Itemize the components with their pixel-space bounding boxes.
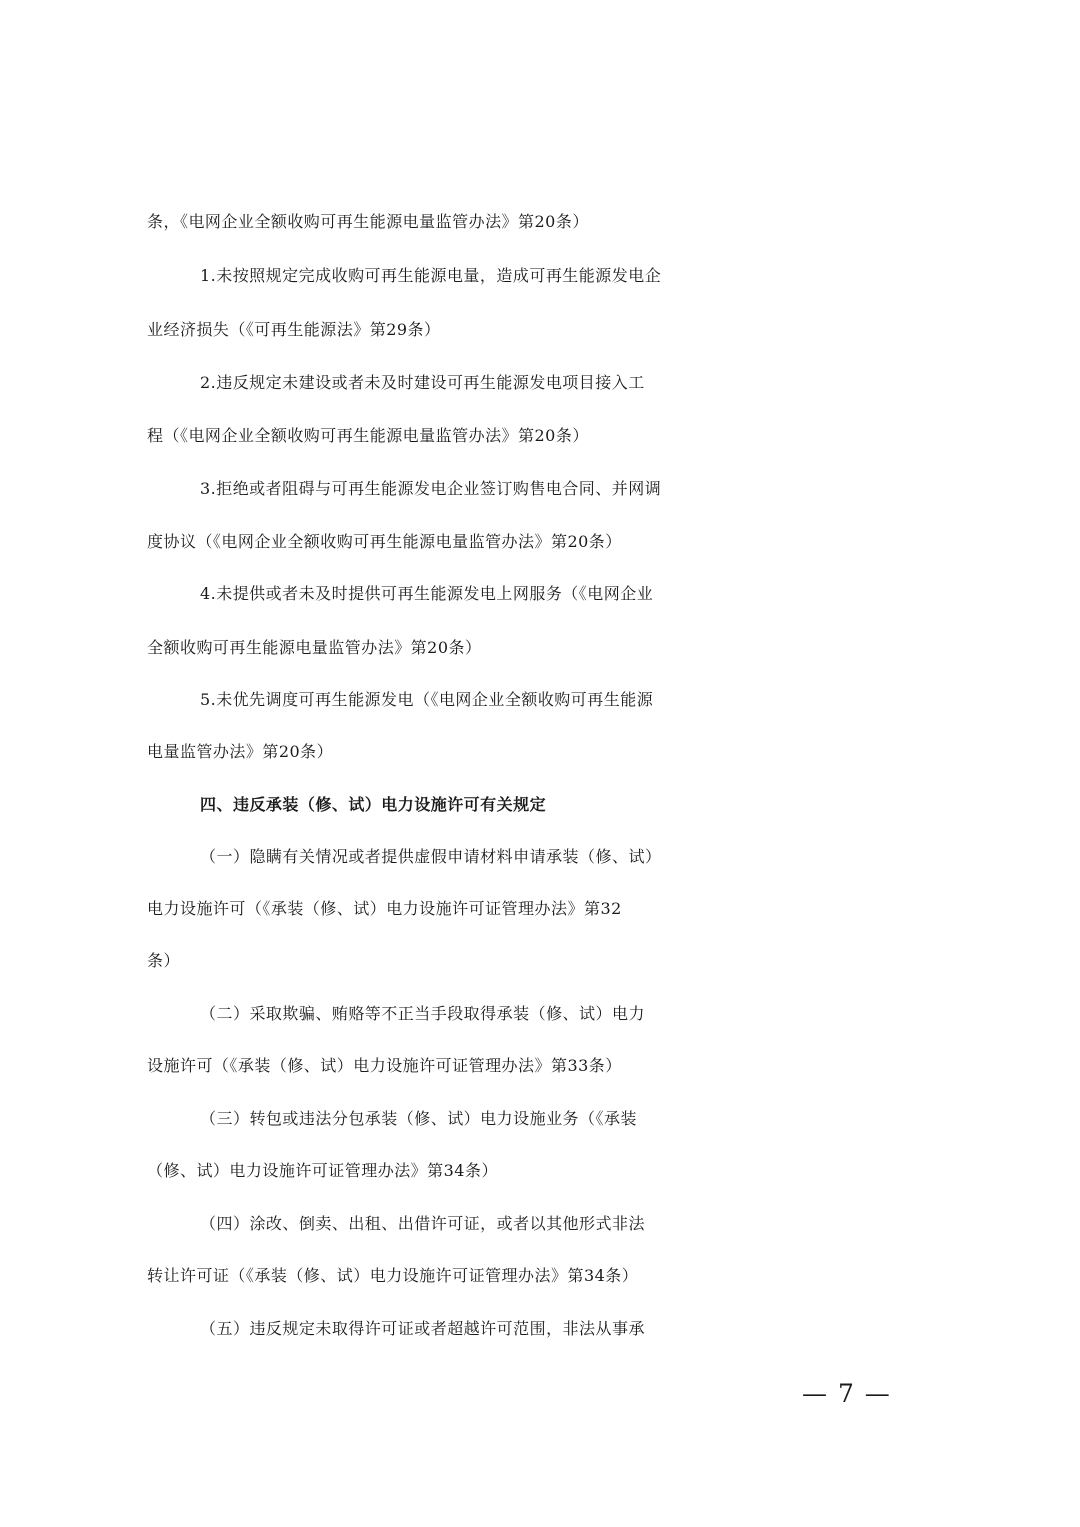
text-line: （五）违反规定未取得许可证或者超越许可范围，非法从事承: [200, 1319, 645, 1338]
text-line: 2.违反规定未建设或者未及时建设可再生能源发电项目接入工: [200, 373, 645, 392]
text-line: 4.未提供或者未及时提供可再生能源发电上网服务（《电网企业: [200, 584, 654, 603]
text-line: 3.拒绝或者阻碍与可再生能源发电企业签订购售电合同、并网调: [200, 479, 662, 498]
text-line: （一）隐瞒有关情况或者提供虚假申请材料申请承装（修、试）: [200, 847, 662, 866]
text-line: 条，《电网企业全额收购可再生能源电量监管办法》第20条）: [147, 212, 589, 231]
text-line: 转让许可证（《承装（修、试）电力设施许可证管理办法》第34条）: [147, 1266, 639, 1285]
text-line: 条）: [147, 951, 180, 970]
text-line: 程（《电网企业全额收购可再生能源电量监管办法》第20条）: [147, 426, 589, 445]
text-line: （二）采取欺骗、贿赂等不正当手段取得承装（修、试）电力: [200, 1004, 645, 1023]
text-line: （修、试）电力设施许可证管理办法》第34条）: [147, 1161, 498, 1180]
text-line: （三）转包或违法分包承装（修、试）电力设施业务（《承装: [200, 1109, 637, 1128]
text-line: 电量监管办法》第20条）: [147, 742, 334, 761]
text-line: 全额收购可再生能源电量监管办法》第20条）: [147, 638, 482, 657]
text-line: 设施许可（《承装（修、试）电力设施许可证管理办法》第33条）: [147, 1056, 622, 1075]
text-line: （四）涂改、倒卖、出租、出借许可证，或者以其他形式非法: [200, 1214, 645, 1233]
text-line: 5.未优先调度可再生能源发电（《电网企业全额收购可再生能源: [200, 690, 654, 709]
text-line: 电力设施许可（《承装（修、试）电力设施许可证管理办法》第32: [147, 899, 622, 918]
section-heading: 四、违反承装（修、试）电力设施许可有关规定: [200, 795, 547, 814]
text-line: 1.未按照规定完成收购可再生能源电量，造成可再生能源发电企: [200, 266, 662, 285]
text-line: 业经济损失（《可再生能源法》第29条）: [147, 320, 441, 339]
text-line: 度协议（《电网企业全额收购可再生能源电量监管办法》第20条）: [147, 532, 622, 551]
page-number: — 7 —: [802, 1379, 892, 1408]
